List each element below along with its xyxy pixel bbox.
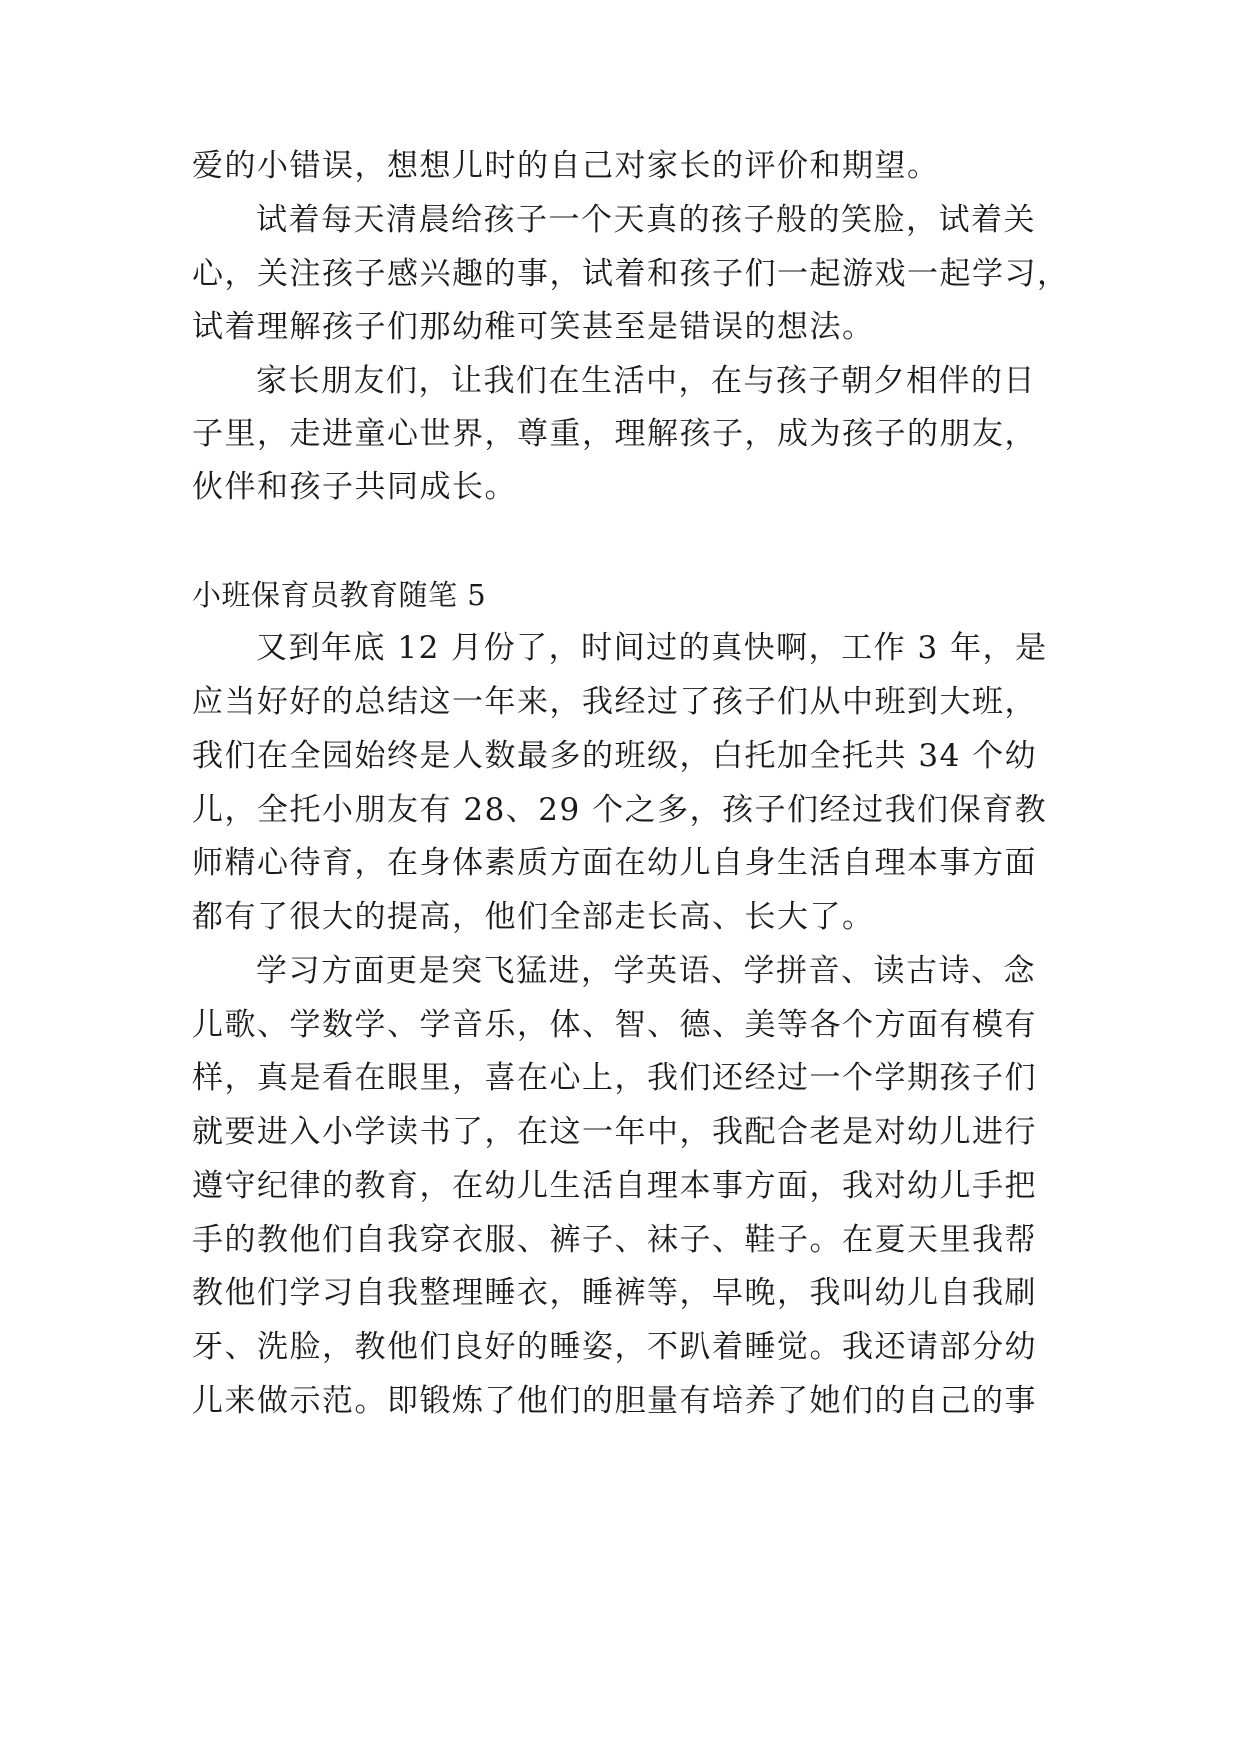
paragraph-line: 儿，全托小朋友有 28、29 个之多，孩子们经过我们保育教 [192, 792, 1048, 828]
section-title: 小班保育员教育随笔 5 [192, 578, 487, 612]
paragraph-line: 学习方面更是突飞猛进，学英语、学拼音、读古诗、念 [256, 953, 1036, 989]
paragraph-line: 试着每天清晨给孩子一个天真的孩子般的笑脸，试着关 [256, 202, 1036, 238]
paragraph-line: 教他们学习自我整理睡衣，睡裤等，早晚，我叫幼儿自我刷 [192, 1275, 1037, 1311]
paragraph-line: 爱的小错误，想想儿时的自己对家长的评价和期望。 [192, 148, 940, 184]
paragraph-line: 牙、洗脸，教他们良好的睡姿，不趴着睡觉。我还请部分幼 [192, 1329, 1037, 1365]
paragraph-line: 样，真是看在眼里，喜在心上，我们还经过一个学期孩子们 [192, 1060, 1037, 1096]
paragraph-line: 儿来做示范。即锻炼了他们的胆量有培养了她们的自己的事 [192, 1383, 1037, 1419]
paragraph-line: 心，关注孩子感兴趣的事，试着和孩子们一起游戏一起学习， [192, 256, 1070, 292]
paragraph-line: 试着理解孩子们那幼稚可笑甚至是错误的想法。 [192, 309, 875, 345]
paragraph-line: 师精心待育，在身体素质方面在幼儿自身生活自理本事方面 [192, 845, 1037, 881]
paragraph-line: 都有了很大的提高，他们全部走长高、长大了。 [192, 899, 875, 935]
paragraph-line: 子里，走进童心世界，尊重，理解孩子，成为孩子的朋友， [192, 416, 1037, 452]
paragraph-line: 伙伴和孩子共同成长。 [192, 469, 517, 505]
paragraph-line: 我们在全园始终是人数最多的班级，白托加全托共 34 个幼 [192, 738, 1038, 774]
paragraph-line: 又到年底 12 月份了，时间过的真快啊，工作 3 年，是 [256, 630, 1048, 666]
paragraph-line: 手的教他们自我穿衣服、裤子、袜子、鞋子。在夏天里我帮 [192, 1222, 1037, 1258]
paragraph-line: 家长朋友们，让我们在生活中，在与孩子朝夕相伴的日 [256, 363, 1036, 399]
paragraph-line: 就要进入小学读书了，在这一年中，我配合老是对幼儿进行 [192, 1114, 1037, 1150]
paragraph-line: 儿歌、学数学、学音乐，体、智、德、美等各个方面有模有 [192, 1007, 1037, 1043]
paragraph-line: 应当好好的总结这一年来，我经过了孩子们从中班到大班， [192, 684, 1037, 720]
paragraph-line: 遵守纪律的教育，在幼儿生活自理本事方面，我对幼儿手把 [192, 1168, 1037, 1204]
